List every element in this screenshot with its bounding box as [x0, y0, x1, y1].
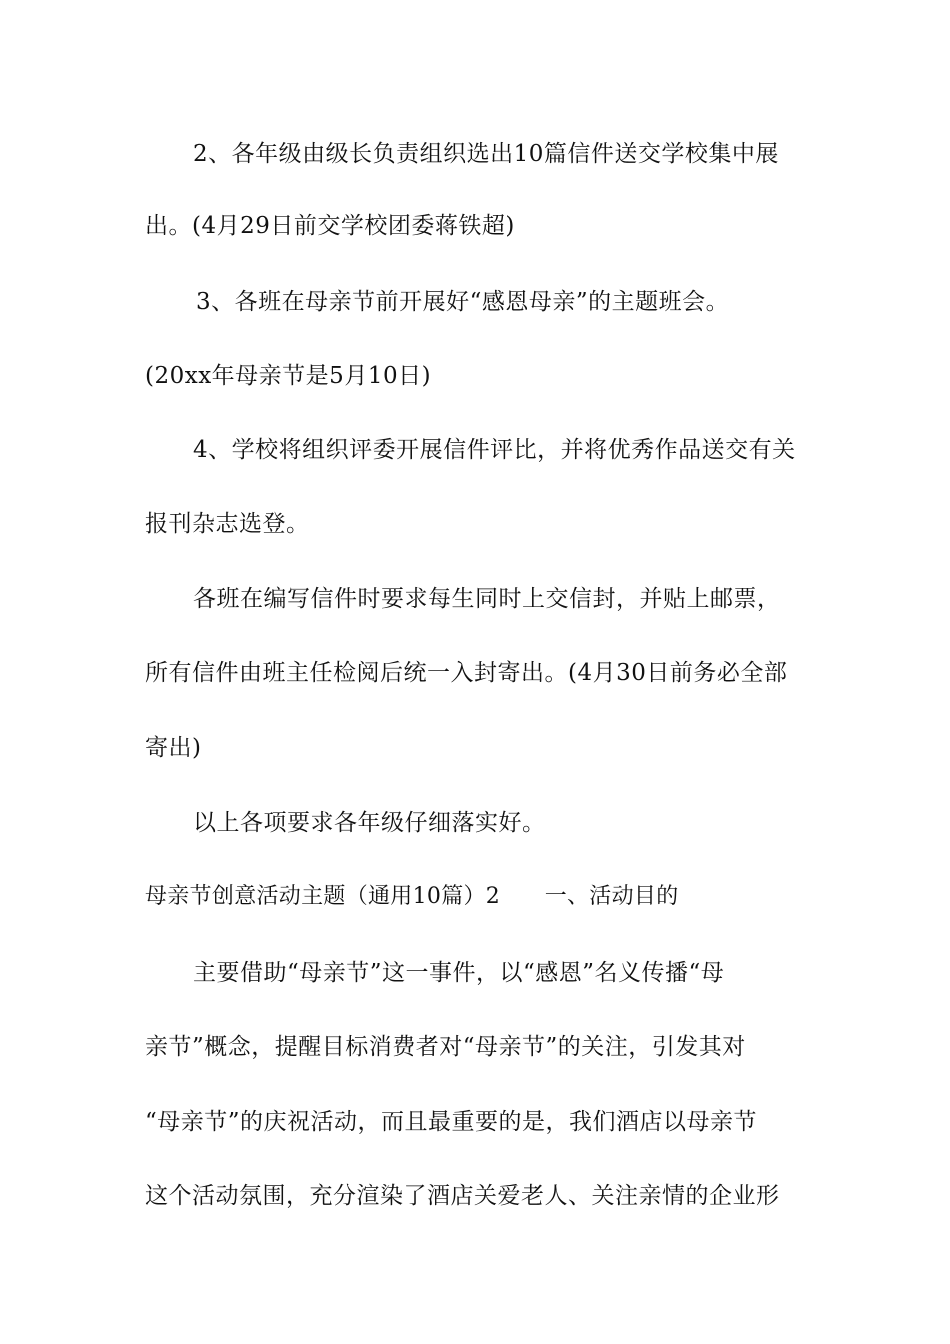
paragraph-line: (20xx年母亲节是5月10日): [145, 363, 432, 389]
section-heading: 母亲节创意活动主题（通用10篇）2 一、活动目的: [145, 884, 679, 909]
paragraph-line: “母亲节”的庆祝活动，而且最重要的是，我们酒店以母亲节: [145, 1109, 758, 1135]
paragraph-line: 4、学校将组织评委开展信件评比，并将优秀作品送交有关: [193, 437, 796, 463]
paragraph-line: 亲节”概念，提醒目标消费者对“母亲节”的关注，引发其对: [145, 1034, 746, 1060]
paragraph-line: 2、各年级由级长负责组织选出10篇信件送交学校集中展: [193, 141, 779, 167]
paragraph-line: 报刊杂志选登。: [145, 511, 310, 537]
paragraph-line: 寄出): [145, 735, 202, 761]
paragraph-line: 出。(4月29日前交学校团委蒋铁超): [145, 213, 515, 239]
paragraph-line: 各班在编写信件时要求每生同时上交信封，并贴上邮票，: [193, 586, 781, 612]
paragraph-line: 所有信件由班主任检阅后统一入封寄出。(4月30日前务必全部: [145, 660, 788, 686]
paragraph-line: 以上各项要求各年级仔细落实好。: [193, 810, 546, 836]
paragraph-line: 主要借助“母亲节”这一事件，以“感恩”名义传播“母: [193, 960, 725, 986]
paragraph-line: 这个活动氛围，充分渲染了酒店关爱老人、关注亲情的企业形: [145, 1183, 780, 1209]
paragraph-line: 3、各班在母亲节前开展好“感恩母亲”的主题班会。: [196, 289, 730, 315]
